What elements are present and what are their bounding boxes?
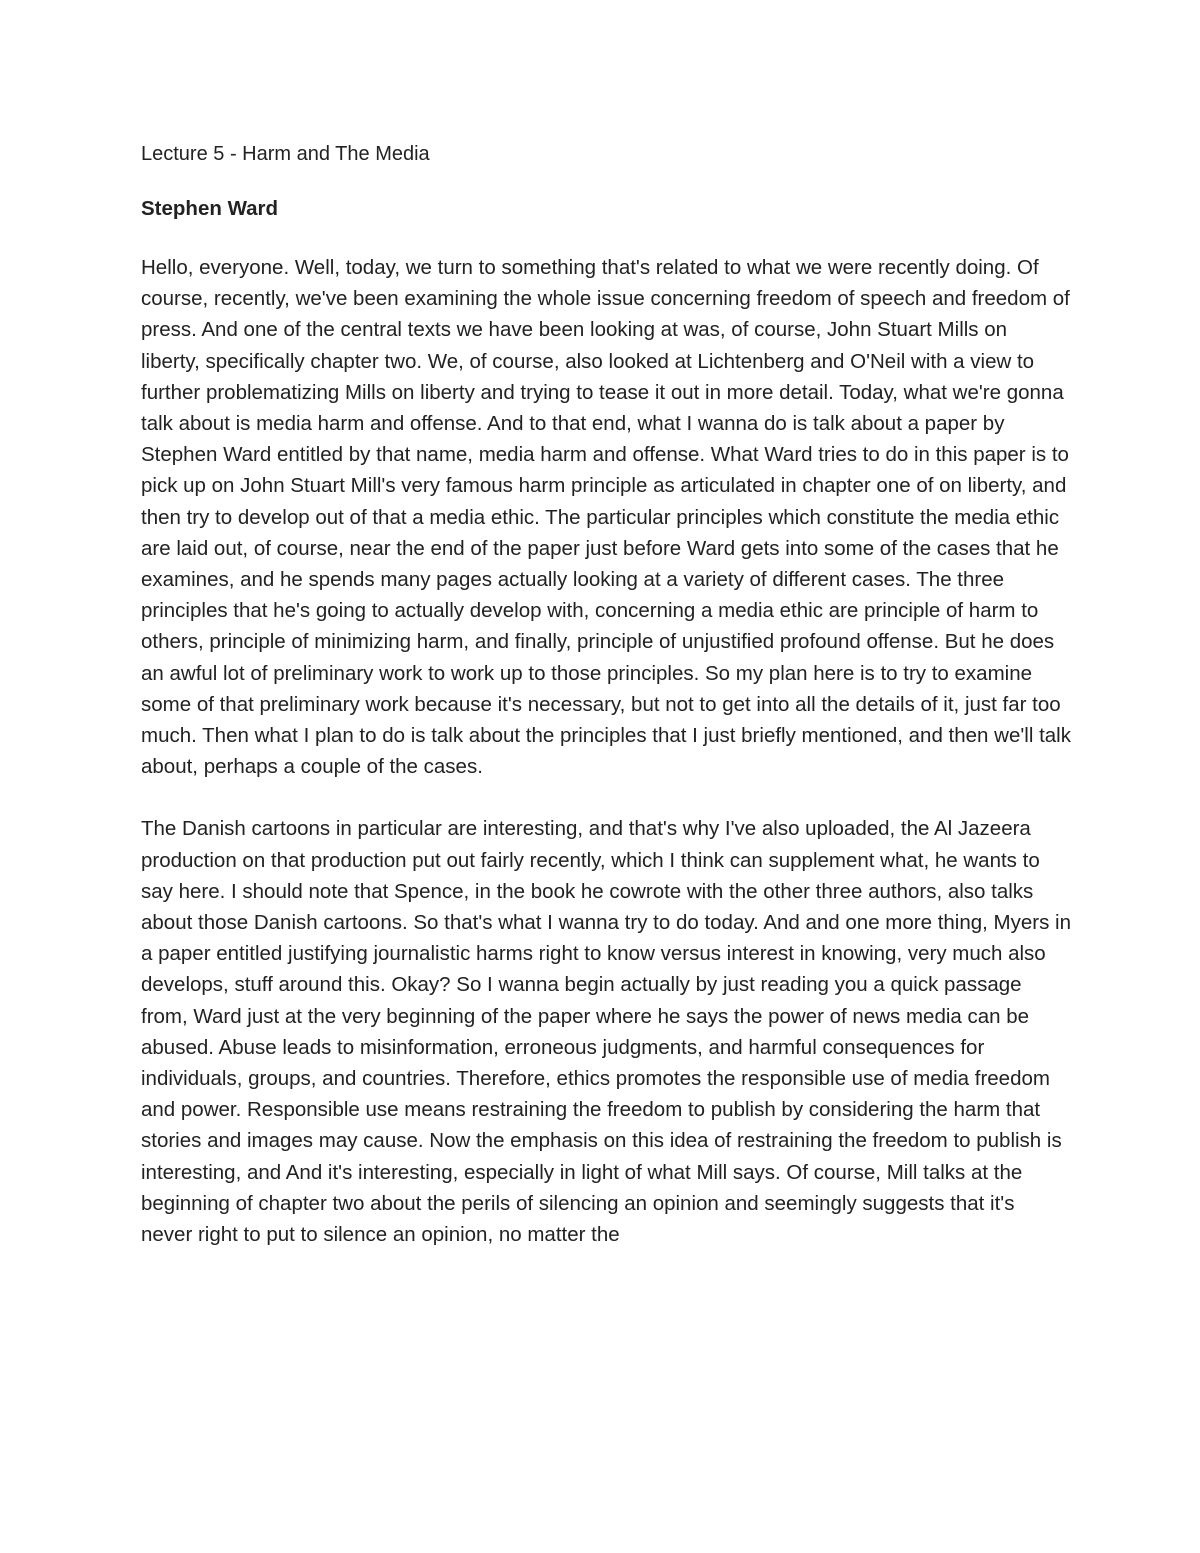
paragraph-2: The Danish cartoons in particular are interesting, and that's why I've also uploaded, the Al Jazeera production on that production put out fairly recently, which I think can supplement what, he wants to say here. I should note that Spence, in the book he cowrote with the other three authors, also talks about those Danish cartoons. So that's what I wanna try to do today. And and one more thing, Myers in a paper entitled justifying journalistic harms right to know versus interest in knowing, very much also develops, stuff around this. Okay? So I wanna begin actually by just reading you a quick passage from, Ward just at the very beginning of the paper where he says the power of news media can be abused. Abuse leads to misinformation, erroneous judgments, and harmful consequences for individuals, groups, and countries. Therefore, ethics promotes the responsible use of media freedom and power. Responsible use means restraining the freedom to publish by considering the harm that stories and images may cause. Now the emphasis on this idea of restraining the freedom to publish is interesting, and And it's interesting, especially in light of what Mill says. Of course, Mill talks at the beginning of chapter two about the perils of silencing an opinion and seemingly suggests that it's never right to put to silence an opinion, no matter the xyxy=(141,817,1071,1247)
speaker-name: Stephen Ward xyxy=(141,197,279,220)
document-body xyxy=(141,142,1071,1250)
document-title: Lecture 5 - Harm and The Media xyxy=(141,143,430,165)
paragraph-1: Hello, everyone. Well, today, we turn to something that's related to what we were recently doing. Of course, recently, we've been examining the whole issue concerning freedom of speech and freedom of press. And one of the central texts we have been looking at was, of course, John Stuart Mills on liberty, specifically chapter two. We, of course, also looked at Lichtenberg and O'Neil with a view to further problematizing Mills on liberty and trying to tease it out in more detail. Today, what we're gonna talk about is media harm and offense. And to that end, what I wanna do is talk about a paper by Stephen Ward entitled by that name, media harm and offense. What Ward tries to do in this paper is to pick up on John Stuart Mill's very famous harm principle as articulated in chapter one of on liberty, and then try to develop out of that a media ethic. The particular principles which constitute the media ethic are laid out, of course, near the end of the paper just before Ward gets into some of the cases that he examines, and he spends many pages actually looking at a variety of different cases. The three principles that he's going to actually develop with, concerning a media ethic are principle of harm to others, principle of minimizing harm, and finally, principle of unjustified profound offense. But he does an awful lot of preliminary work to work up to those principles. So my plan here is to try to examine some of that preliminary work because it's necessary, but not to get into all the details of it, just far too much. Then what I plan to do is talk about the principles that I just briefly mentioned, and then we'll talk about, perhaps a couple of the cases. xyxy=(141,256,1071,779)
